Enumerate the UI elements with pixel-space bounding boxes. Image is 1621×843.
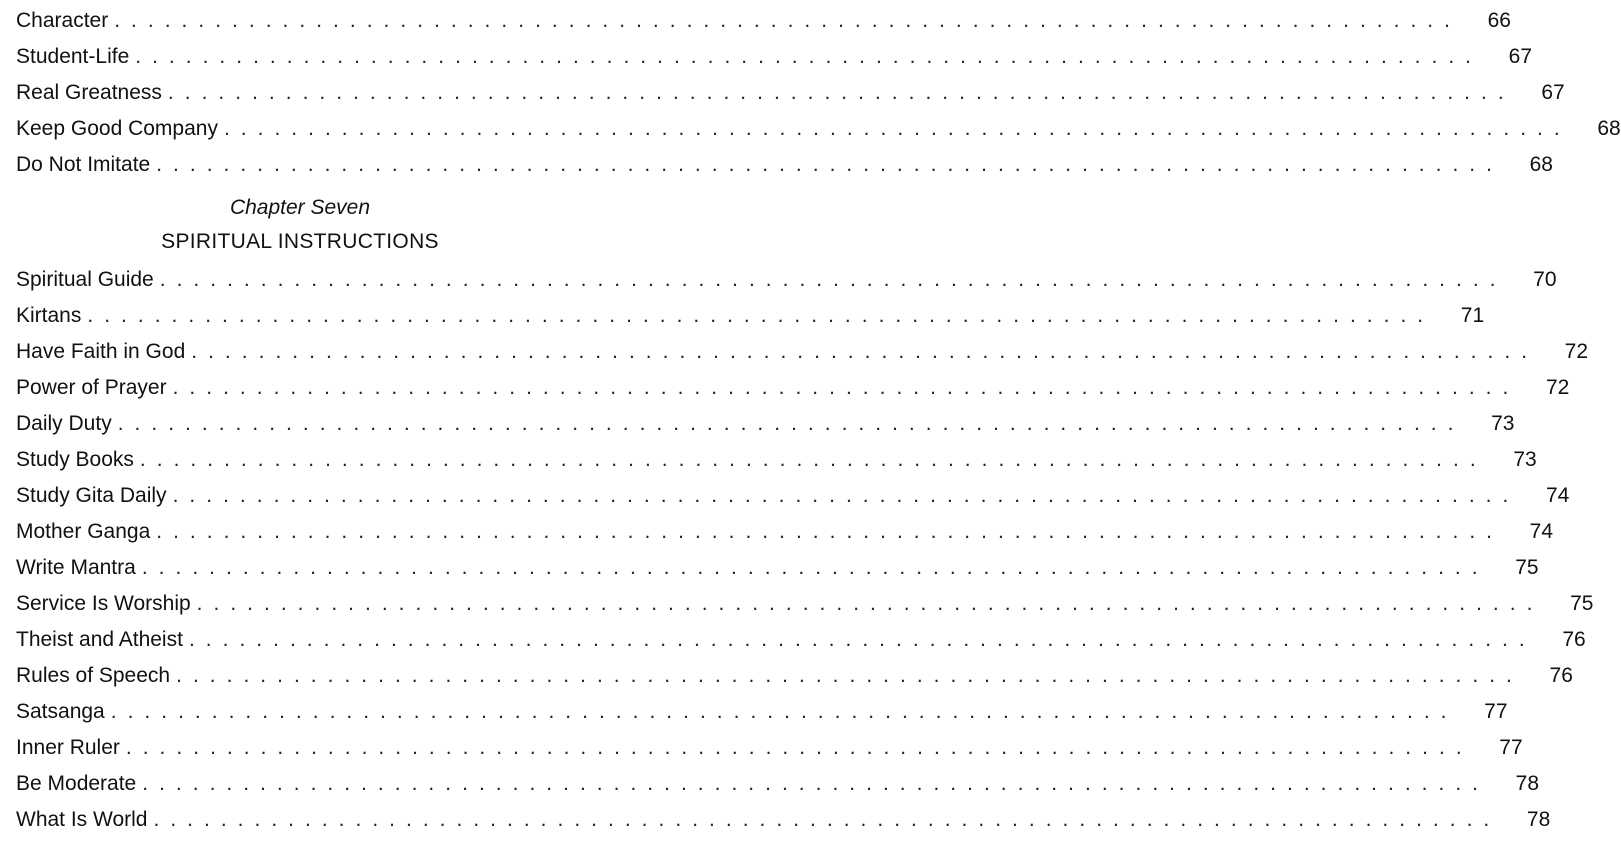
toc-entry-title: What Is World bbox=[16, 808, 148, 831]
toc-entry bbox=[16, 586, 1594, 622]
toc-entry-title: Write Mantra bbox=[16, 556, 136, 579]
toc-dot-leader: ................................................................................ bbox=[153, 808, 1501, 831]
toc-entry bbox=[16, 298, 1485, 334]
toc-entry bbox=[16, 111, 1621, 147]
toc-entry-page-number: 72 bbox=[1545, 376, 1570, 399]
toc-dot-leader: ................................................................................ bbox=[125, 736, 1473, 759]
toc-entry-title: Spiritual Guide bbox=[16, 268, 154, 291]
toc-entry-title: Character bbox=[16, 9, 109, 32]
toc-entry bbox=[16, 694, 1508, 730]
toc-entry-title: Study Books bbox=[16, 448, 134, 471]
toc-entry bbox=[16, 766, 1540, 802]
toc-entry-page-number: 73 bbox=[1491, 412, 1515, 435]
toc-entry-page-number: 70 bbox=[1533, 268, 1557, 291]
toc-entry-page-number: 66 bbox=[1487, 9, 1511, 32]
toc-dot-leader: ................................................................................ bbox=[191, 340, 1539, 363]
toc-list-chapter-seven bbox=[16, 262, 1594, 838]
toc-entry-title: Do Not Imitate bbox=[16, 153, 151, 176]
toc-dot-leader: ................................................................................ bbox=[159, 268, 1507, 291]
toc-entry bbox=[16, 334, 1589, 370]
toc-entry-page-number: 76 bbox=[1549, 664, 1573, 687]
toc-entry bbox=[16, 406, 1515, 442]
toc-entry bbox=[16, 262, 1557, 298]
toc-entry-page-number: 68 bbox=[1597, 117, 1621, 140]
toc-entry-title: Mother Ganga bbox=[16, 520, 151, 543]
toc-entry bbox=[16, 802, 1551, 838]
toc-entry-page-number: 67 bbox=[1541, 81, 1565, 104]
chapter-heading: SPIRITUAL INSTRUCTIONS bbox=[161, 230, 439, 253]
toc-entry-title: Theist and Atheist bbox=[16, 628, 183, 651]
toc-entry bbox=[16, 39, 1533, 75]
toc-entry bbox=[16, 370, 1570, 406]
toc-entry-title: Real Greatness bbox=[16, 81, 162, 104]
toc-entry-page-number: 74 bbox=[1545, 484, 1570, 507]
toc-dot-leader: ................................................................................ bbox=[135, 45, 1483, 68]
toc-dot-leader: ................................................................................ bbox=[87, 304, 1435, 327]
toc-dot-leader: ................................................................................ bbox=[172, 484, 1520, 507]
toc-entry-title: Rules of Speech bbox=[16, 664, 171, 687]
toc-entry-page-number: 75 bbox=[1515, 556, 1539, 579]
toc-dot-leader: ................................................................................ bbox=[142, 772, 1490, 795]
toc-entry-title: Be Moderate bbox=[16, 772, 137, 795]
toc-entry-title: Have Faith in God bbox=[16, 340, 186, 363]
toc-list-previous-chapter bbox=[16, 3, 1621, 183]
toc-entry-page-number: 71 bbox=[1460, 304, 1485, 327]
toc-entry-title: Keep Good Company bbox=[16, 117, 218, 140]
toc-entry bbox=[16, 75, 1565, 111]
toc-dot-leader: ................................................................................ bbox=[167, 81, 1515, 104]
chapter-label: Chapter Seven bbox=[229, 196, 371, 219]
toc-dot-leader: ................................................................................ bbox=[223, 117, 1571, 140]
toc-entry bbox=[16, 514, 1554, 550]
toc-entry-page-number: 68 bbox=[1529, 153, 1553, 176]
toc-entry-title: Power of Prayer bbox=[16, 376, 167, 399]
toc-entry bbox=[16, 147, 1553, 183]
toc-dot-leader: ................................................................................ bbox=[117, 412, 1465, 435]
toc-entry-page-number: 73 bbox=[1513, 448, 1537, 471]
toc-dot-leader: ................................................................................ bbox=[188, 628, 1536, 651]
toc-dot-leader: ................................................................................ bbox=[156, 153, 1503, 176]
toc-entry-page-number: 77 bbox=[1484, 700, 1508, 723]
toc-entry-page-number: 74 bbox=[1529, 520, 1554, 543]
toc-entry-title: Satsanga bbox=[16, 700, 105, 723]
toc-entry bbox=[16, 730, 1523, 766]
toc-dot-leader: ................................................................................ bbox=[114, 9, 1461, 32]
toc-dot-leader: ................................................................................ bbox=[156, 520, 1504, 543]
toc-dot-leader: ................................................................................ bbox=[141, 556, 1489, 579]
toc-entry-title: Kirtans bbox=[16, 304, 82, 327]
toc-entry-title: Service Is Worship bbox=[16, 592, 191, 615]
toc-entry-page-number: 75 bbox=[1570, 592, 1594, 615]
toc-entry-page-number: 78 bbox=[1526, 808, 1551, 831]
toc-dot-leader: ................................................................................ bbox=[110, 700, 1458, 723]
toc-entry bbox=[16, 622, 1586, 658]
toc-dot-leader: ................................................................................ bbox=[176, 664, 1523, 687]
toc-entry-page-number: 76 bbox=[1562, 628, 1586, 651]
toc-entry bbox=[16, 550, 1539, 586]
toc-entry-page-number: 67 bbox=[1508, 45, 1533, 68]
toc-entry-page-number: 77 bbox=[1499, 736, 1523, 759]
toc-dot-leader: ................................................................................ bbox=[139, 448, 1487, 471]
toc-entry-title: Student-Life bbox=[16, 45, 130, 68]
toc-entry-title: Inner Ruler bbox=[16, 736, 120, 759]
toc-entry bbox=[16, 658, 1573, 694]
toc-entry bbox=[16, 442, 1537, 478]
toc-dot-leader: ................................................................................ bbox=[196, 592, 1544, 615]
toc-entry bbox=[16, 3, 1511, 39]
toc-dot-leader: ................................................................................ bbox=[172, 376, 1520, 399]
toc-entry-title: Daily Duty bbox=[16, 412, 112, 435]
toc-entry-page-number: 78 bbox=[1515, 772, 1540, 795]
toc-entry-page-number: 72 bbox=[1564, 340, 1589, 363]
toc-entry bbox=[16, 478, 1570, 514]
toc-entry-title: Study Gita Daily bbox=[16, 484, 167, 507]
